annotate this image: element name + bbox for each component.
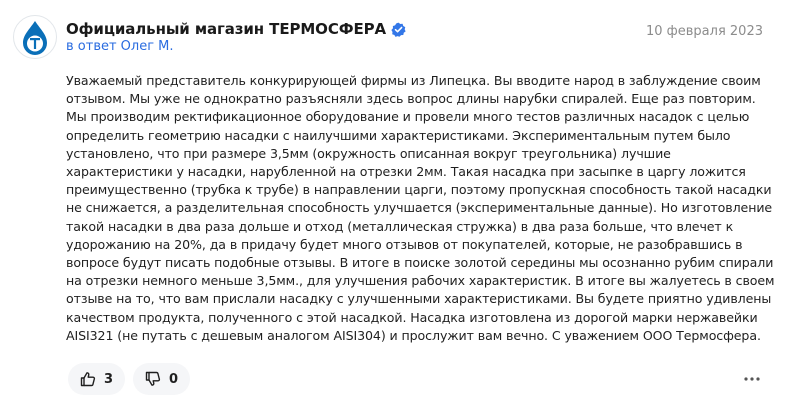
thumbs-up-icon: [80, 371, 96, 387]
review-date: 10 февраля 2023: [645, 24, 763, 39]
verified-check-icon: [391, 22, 406, 37]
dislike-count: 0: [169, 371, 179, 387]
more-dots-icon: [743, 376, 761, 382]
like-button[interactable]: [68, 363, 125, 395]
author-row: [66, 18, 406, 40]
author-name[interactable]: Официальный магазин ТЕРМОСФЕРА: [66, 20, 387, 38]
thermosphere-logo-icon: [14, 16, 56, 58]
dislike-button[interactable]: [133, 363, 190, 395]
reply-to-link[interactable]: [66, 39, 174, 54]
author-avatar[interactable]: [13, 15, 57, 59]
review-actions: [68, 363, 190, 395]
more-options-button[interactable]: [737, 364, 767, 394]
like-count: 3: [104, 371, 114, 387]
reply-to-label[interactable]: в ответ Олег М.: [66, 39, 174, 54]
thumbs-down-icon: [145, 371, 161, 387]
review-text: Уважаемый представитель конкурирующей фирмы из Липецка. Вы вводите народ в заблуждение своим отзывом. Мы уже не однократно разъясняли здесь вопрос длины нарубки спиралей. Еще раз повторим. Мы производим ректификационное оборудование и провели много тестов различных насадок с целью определить геометрию насадки с наилучшими характеристиками. Экспериментальным путем было установлено, что при размере 3,5мм (окружность описанная вокруг треугольника) лучшие характеристики у насадки, нарубленной на отрезки 2мм. Такая насадка при засыпке в царгу ложится преимущественно (трубка к трубе) в направлении царги, поэтому пропускная способность такой насадки не снижается, а разделительная способность улучшается (экспериментальные данные). Но изготовление такой насадки в два раза дольше и отход (металлическая стружка) в два раза больше, что влечет к удорожанию на 20%, да в придачу будет много отзывов от покупателей, которые, не разобравшись в вопросе будут писать подобные отзывы. В итоге в поиске золотой середины мы осознанно рубим спирали на отрезки немного меньше 3,5мм., для улучшения рабочих характеристик. В итоге вы жалуетесь в своем отзыве на то, что вам прислали насадку с улучшенными характеристиками. Вы будете приятно удивлены качеством продукта, полученного с этой насадкой. Насадка изготовлена из дорогой марки нержавейки AISI321 (не путать с дешевым аналогом AISI304) и прослужит вам вечно. С уважением ООО Термосфера.: [66, 73, 775, 343]
